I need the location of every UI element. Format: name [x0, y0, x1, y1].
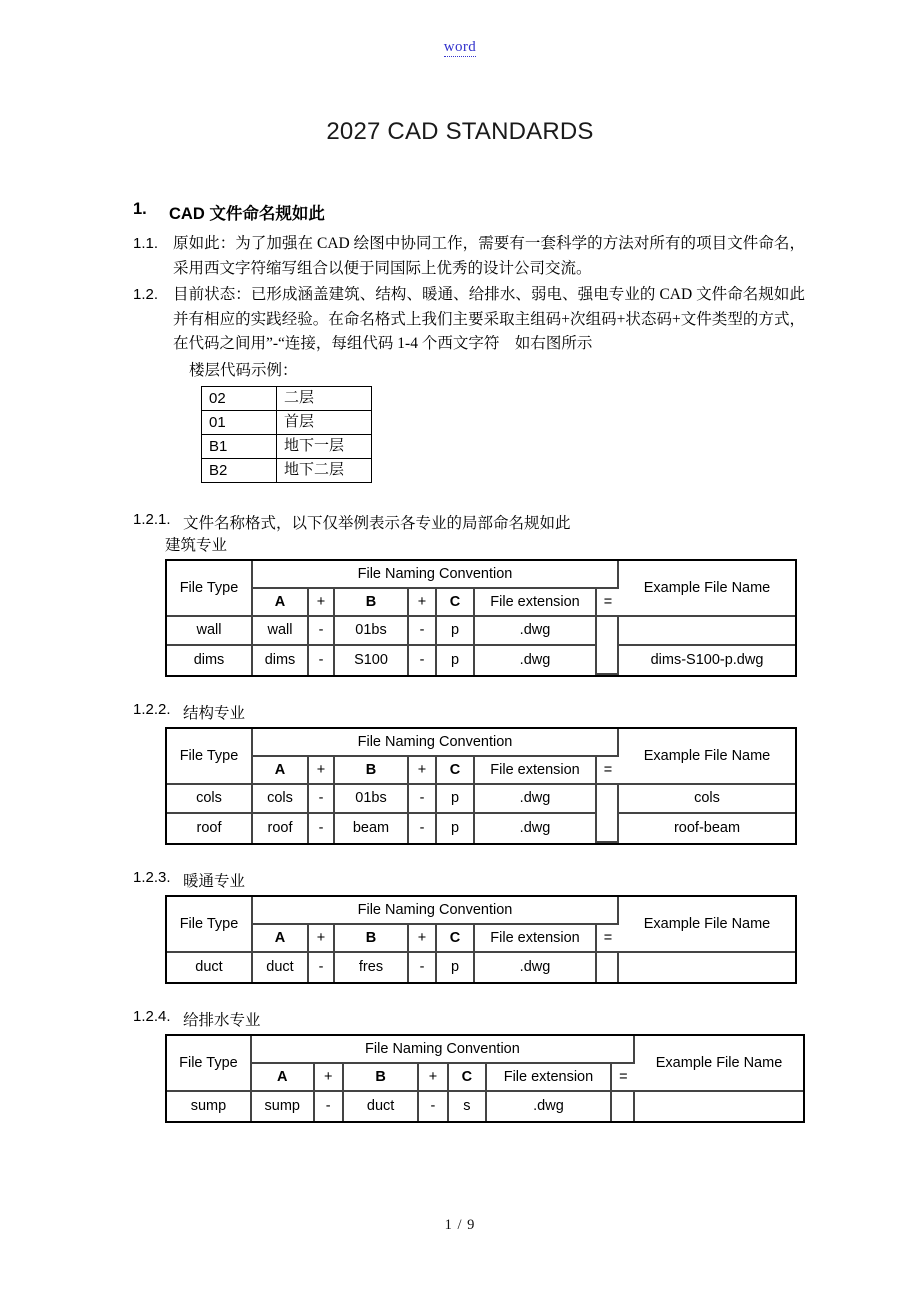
floor-code: B2 [202, 458, 277, 482]
floor-name: 地下一层 [277, 434, 372, 458]
table-row [202, 434, 372, 458]
page-footer [0, 1217, 920, 1234]
col-header-extension: File extension [487, 1064, 611, 1092]
cell-sep-1: - [309, 646, 335, 675]
cell-sep-1: - [309, 814, 335, 843]
floor-name: 二层 [277, 386, 372, 410]
table-row [202, 386, 372, 410]
heading-1-2-3-text: 暖通专业 [183, 872, 246, 890]
paragraph-1-1-text: 原如此：为了加强在 CAD 绘图中协同工作，需要有一套科学的方法对所有的项目文件命名，采用西文字符缩写组合以便于同国际上优秀的设计公司交流。 [173, 235, 805, 277]
col-header-b: B [335, 925, 409, 953]
table-row [167, 953, 795, 982]
col-header-c: C [449, 1064, 488, 1092]
cell-b: S100 [335, 646, 409, 675]
col-header-example: Example File Name [619, 561, 795, 617]
table-row [167, 1092, 803, 1121]
floor-code-label: 楼层代码示例： [189, 361, 298, 379]
cell-b: 01bs [335, 785, 409, 814]
cell-a: roof [253, 814, 309, 843]
cell-sep-1: - [309, 953, 335, 982]
col-header-extension: File extension [475, 589, 597, 617]
word-link[interactable]: word [443, 39, 477, 55]
table-row [167, 646, 795, 675]
col-header-example: Example File Name [635, 1036, 803, 1092]
col-header-a: A [253, 757, 309, 785]
cell-c: p [437, 785, 475, 814]
col-header-b: B [335, 589, 409, 617]
col-header-a: A [252, 1064, 315, 1092]
cell-file-type: cols [167, 785, 253, 814]
cell-extension: .dwg [475, 617, 597, 646]
col-header-plus-1: + [309, 925, 335, 953]
col-header-plus-1: + [309, 757, 335, 785]
cell-c: p [437, 646, 475, 675]
cell-a: sump [252, 1092, 315, 1121]
table-row [202, 410, 372, 434]
col-header-equals: = [612, 1064, 635, 1092]
heading-1-text: CAD 文件命名规如此 [169, 205, 325, 223]
cell-extension: .dwg [475, 785, 597, 814]
col-header-example: Example File Name [619, 897, 795, 953]
paragraph-1-1-number: 1.1. [133, 235, 159, 252]
page-header [0, 38, 920, 56]
col-header-equals: = [597, 589, 619, 617]
paragraph-1-2-number: 1.2. [133, 286, 159, 303]
col-header-convention: File Naming Convention [253, 729, 619, 757]
col-header-convention: File Naming Convention [252, 1036, 635, 1064]
col-header-c: C [437, 925, 475, 953]
cell-example [619, 617, 795, 646]
cell-sep-1: - [315, 1092, 344, 1121]
heading-1-2-2-text: 结构专业 [183, 704, 246, 722]
cell-a: cols [253, 785, 309, 814]
col-header-example: Example File Name [619, 729, 795, 785]
floor-name: 地下二层 [277, 458, 372, 482]
discipline-label-arch: 建筑专业 [165, 536, 228, 554]
cell-sep-2: - [419, 1092, 448, 1121]
cell-extension: .dwg [475, 953, 597, 982]
col-header-plus-2: + [409, 589, 437, 617]
col-header-convention: File Naming Convention [253, 561, 619, 589]
col-header-plus-1: + [315, 1064, 344, 1092]
cell-equals-merged [597, 617, 619, 675]
col-header-convention: File Naming Convention [253, 897, 619, 925]
col-header-a: A [253, 589, 309, 617]
cell-sep-2: - [409, 785, 437, 814]
cell-example: roof-beam [619, 814, 795, 843]
table-header-row [167, 729, 795, 757]
cell-c: p [437, 814, 475, 843]
col-header-plus-2: + [409, 925, 437, 953]
cell-sep-2: - [409, 646, 437, 675]
heading-1-2-2 [133, 701, 805, 723]
cell-extension: .dwg [487, 1092, 611, 1121]
cell-extension: .dwg [475, 814, 597, 843]
heading-1-2-1-number: 1.2.1. [133, 510, 171, 528]
cell-b: beam [335, 814, 409, 843]
col-header-file-type: File Type [167, 1036, 252, 1092]
heading-1-2-4-text: 给排水专业 [183, 1011, 261, 1029]
table-row [167, 785, 795, 814]
floor-name: 首层 [277, 410, 372, 434]
heading-1-2-3-number: 1.2.3. [133, 868, 171, 886]
paragraph-1-2 [133, 283, 805, 357]
cell-file-type: roof [167, 814, 253, 843]
floor-code: 02 [202, 386, 277, 410]
cell-a: duct [253, 953, 309, 982]
cell-a: dims [253, 646, 309, 675]
document-body [133, 200, 805, 1123]
col-header-extension: File extension [475, 925, 597, 953]
paragraph-1-2-text: 目前状态：已形成涵盖建筑、结构、暖通、给排水、弱电、强电专业的 CAD 文件命名规如此并有相应的实践经验。在命名格式上我们主要采取主组码+次组码+状态码+文件类型的方式，在代码之间用”-“连接，每组代码 1-4 个西文字符 如右图所示 [173, 286, 805, 352]
col-header-plus-1: + [309, 589, 335, 617]
heading-1-2-4-number: 1.2.4. [133, 1007, 171, 1025]
col-header-equals: = [597, 925, 619, 953]
heading-1-2-1-text: 文件名称格式，以下仅举例表示各专业的局部命名规如此 [183, 514, 571, 532]
cell-example [619, 953, 795, 982]
naming-table-hvac-wrap [165, 895, 805, 984]
cell-b: fres [335, 953, 409, 982]
cell-example: cols [619, 785, 795, 814]
naming-convention-table-arch [165, 559, 797, 677]
cell-sep-1: - [309, 617, 335, 646]
heading-1-2-2-number: 1.2.2. [133, 700, 171, 718]
cell-file-type: duct [167, 953, 253, 982]
cell-equals-merged [597, 953, 619, 982]
cell-c: s [449, 1092, 488, 1121]
col-header-file-type: File Type [167, 561, 253, 617]
cell-example [635, 1092, 803, 1121]
naming-table-arch-wrap [165, 559, 805, 677]
floor-code-table [201, 386, 372, 483]
cell-b: duct [344, 1092, 420, 1121]
naming-table-struct-wrap [165, 727, 805, 845]
col-header-plus-2: + [419, 1064, 448, 1092]
col-header-b: B [335, 757, 409, 785]
table-row [167, 617, 795, 646]
table-header-row [167, 561, 795, 589]
cell-b: 01bs [335, 617, 409, 646]
col-header-a: A [253, 925, 309, 953]
heading-1-number: 1. [133, 200, 147, 218]
table-row [202, 458, 372, 482]
cell-sep-2: - [409, 617, 437, 646]
naming-convention-table-hvac [165, 895, 797, 984]
heading-1-2-3 [133, 869, 805, 891]
table-header-row [167, 897, 795, 925]
col-header-equals: = [597, 757, 619, 785]
col-header-file-type: File Type [167, 897, 253, 953]
floor-code: B1 [202, 434, 277, 458]
col-header-c: C [437, 757, 475, 785]
floor-code-table-body [202, 386, 372, 482]
cell-sep-2: - [409, 953, 437, 982]
document-title: 2027 CAD STANDARDS [326, 118, 594, 145]
cell-equals-merged [597, 785, 619, 843]
heading-1-2-4 [133, 1008, 805, 1030]
cell-file-type: wall [167, 617, 253, 646]
table-header-row [167, 1036, 803, 1064]
col-header-file-type: File Type [167, 729, 253, 785]
cell-c: p [437, 617, 475, 646]
cell-file-type: dims [167, 646, 253, 675]
cell-file-type: sump [167, 1092, 252, 1121]
paragraph-1-1 [133, 232, 805, 281]
cell-sep-1: - [309, 785, 335, 814]
cell-example: dims-S100-p.dwg [619, 646, 795, 675]
cell-sep-2: - [409, 814, 437, 843]
col-header-c: C [437, 589, 475, 617]
col-header-b: B [344, 1064, 420, 1092]
table-row [167, 814, 795, 843]
heading-1 [133, 200, 805, 224]
cell-equals-merged [612, 1092, 635, 1121]
naming-convention-table-plumbing [165, 1034, 805, 1123]
naming-convention-table-struct [165, 727, 797, 845]
cell-a: wall [253, 617, 309, 646]
page-number: 1 / 9 [444, 1217, 476, 1233]
heading-1-2-1 [133, 511, 805, 533]
floor-code: 01 [202, 410, 277, 434]
col-header-extension: File extension [475, 757, 597, 785]
col-header-plus-2: + [409, 757, 437, 785]
naming-table-plumbing-wrap [165, 1034, 805, 1123]
cell-c: p [437, 953, 475, 982]
cell-extension: .dwg [475, 646, 597, 675]
